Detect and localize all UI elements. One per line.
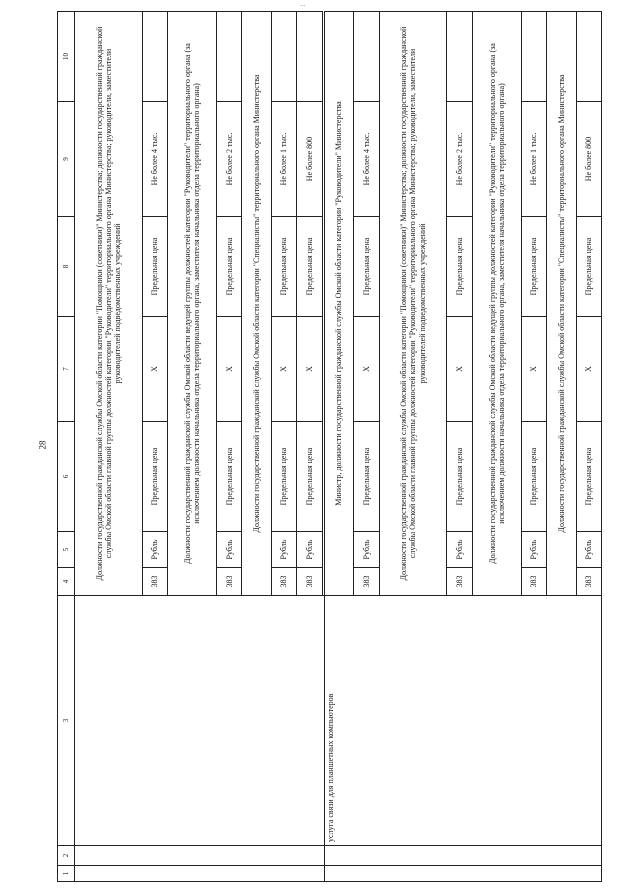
cell-unit: Рубль (447, 532, 472, 568)
cell-characteristic-2: Предельная цена (271, 217, 296, 317)
col-header: 3 (58, 596, 75, 846)
cell-characteristic-2: Предельная цена (447, 217, 472, 317)
col-header: 5 (58, 532, 75, 568)
col-header: 1 (58, 866, 75, 882)
cell-col2 (75, 846, 325, 866)
cell-col1 (75, 866, 325, 882)
corner-mark: ... (300, 0, 306, 8)
cell-code: 383 (354, 568, 379, 596)
header-row (58, 12, 75, 882)
col-header: 4 (58, 568, 75, 596)
col-header: 7 (58, 317, 75, 422)
cell-code: 383 (142, 568, 167, 596)
cell-col10 (521, 12, 546, 102)
cell-characteristic-2: Предельная цена (297, 217, 322, 317)
cell-code: 383 (521, 568, 546, 596)
cell-col10 (354, 12, 379, 102)
table-body (75, 12, 602, 882)
cell-col10 (271, 12, 296, 102)
cell-value-2: Не более 1 тыс. (521, 102, 546, 217)
col-header: 6 (58, 422, 75, 532)
cell-value: X (354, 317, 379, 422)
category-description: Должности государственной гражданской службы Омской области категории "Специалисты" территориального органа Министерства (546, 12, 576, 596)
cell-col2 (324, 846, 601, 866)
cell-unit: Рубль (142, 532, 167, 568)
service-label: услуга связи для планшетных компьютеров (324, 596, 601, 846)
category-description: Должности государственной гражданской службы Омской области ведущей группы должностей категории "Руководители" территориального органа (за исключением должности начальника отдела территориального органа, заместителя начальника отдела территориального органа) (168, 12, 217, 596)
cell-col10 (447, 12, 472, 102)
cell-unit: Рубль (297, 532, 322, 568)
cell-characteristic-2: Предельная цена (576, 217, 601, 317)
cell-characteristic-2: Предельная цена (216, 217, 241, 317)
cell-value-2: Не более 800 (297, 102, 322, 217)
cell-unit: Рубль (576, 532, 601, 568)
price-table (57, 11, 602, 882)
cell-value: X (216, 317, 241, 422)
cell-unit: Рубль (354, 532, 379, 568)
cell-value: X (271, 317, 296, 422)
cell-code: 383 (576, 568, 601, 596)
cell-characteristic: Предельная цена (447, 422, 472, 532)
cell-characteristic: Предельная цена (297, 422, 322, 532)
col-header: 9 (58, 102, 75, 217)
cell-col10 (142, 12, 167, 102)
category-description: Должности государственной гражданской службы Омской области категории "Помощники (советники)" Министерства; должности государственной гражданской службы Омской области главной группы должностей категории "Руководители" территориального органа Министерства; руководители, заместители руководителей подведомственных учреждений (379, 12, 447, 596)
cell-col10 (216, 12, 241, 102)
cell-code: 383 (216, 568, 241, 596)
cell-value-2: Не более 4 тыс. (142, 102, 167, 217)
cell-value: X (447, 317, 472, 422)
cell-characteristic: Предельная цена (354, 422, 379, 532)
category-description: Министр, должности государственной гражданской службы Омской области категории "Руководители" Министерства (324, 12, 354, 596)
sheet (57, 12, 602, 882)
cell-characteristic: Предельная цена (142, 422, 167, 532)
col-header: 8 (58, 217, 75, 317)
cell-col10 (576, 12, 601, 102)
category-description: Должности государственной гражданской службы Омской области категории "Специалисты" территориального органа Министерства (242, 12, 272, 596)
cell-col1 (324, 866, 601, 882)
cell-value: X (576, 317, 601, 422)
page-number: 28 (37, 440, 48, 450)
cell-characteristic-2: Предельная цена (521, 217, 546, 317)
cell-code: 383 (447, 568, 472, 596)
cell-code: 383 (271, 568, 296, 596)
category-description: Должности государственной гражданской службы Омской области ведущей группы должностей категории "Руководители" территориального органа (за исключением должности начальника отдела территориального органа, заместителя начальника отдела территориального органа) (472, 12, 521, 596)
cell-value-2: Не более 2 тыс. (447, 102, 472, 217)
cell-value-2: Не более 1 тыс. (271, 102, 296, 217)
cell-characteristic-2: Предельная цена (142, 217, 167, 317)
cell-characteristic-2: Предельная цена (354, 217, 379, 317)
cell-value-2: Не более 2 тыс. (216, 102, 241, 217)
cell-value-2: Не более 4 тыс. (354, 102, 379, 217)
cell-col3 (75, 596, 325, 846)
col-header: 2 (58, 846, 75, 866)
cell-unit: Рубль (521, 532, 546, 568)
cell-characteristic: Предельная цена (216, 422, 241, 532)
cell-code: 383 (297, 568, 322, 596)
cell-characteristic: Предельная цена (521, 422, 546, 532)
cell-value-2: Не более 800 (576, 102, 601, 217)
category-description: Должности государственной гражданской службы Омской области категории "Помощники (советники)" Министерства; должности государственной гражданской службы Омской области главной группы должностей категории "Руководители" территориального органа Министерства; руководители, заместители руководителей подведомственных учреждений (75, 12, 143, 596)
cell-characteristic: Предельная цена (271, 422, 296, 532)
cell-value: X (142, 317, 167, 422)
cell-unit: Рубль (271, 532, 296, 568)
cell-characteristic: Предельная цена (576, 422, 601, 532)
cell-value: X (297, 317, 322, 422)
cell-unit: Рубль (216, 532, 241, 568)
col-header: 10 (58, 12, 75, 102)
cell-value: X (521, 317, 546, 422)
table-row (75, 12, 143, 882)
table-row (324, 12, 354, 882)
cell-col10 (297, 12, 322, 102)
